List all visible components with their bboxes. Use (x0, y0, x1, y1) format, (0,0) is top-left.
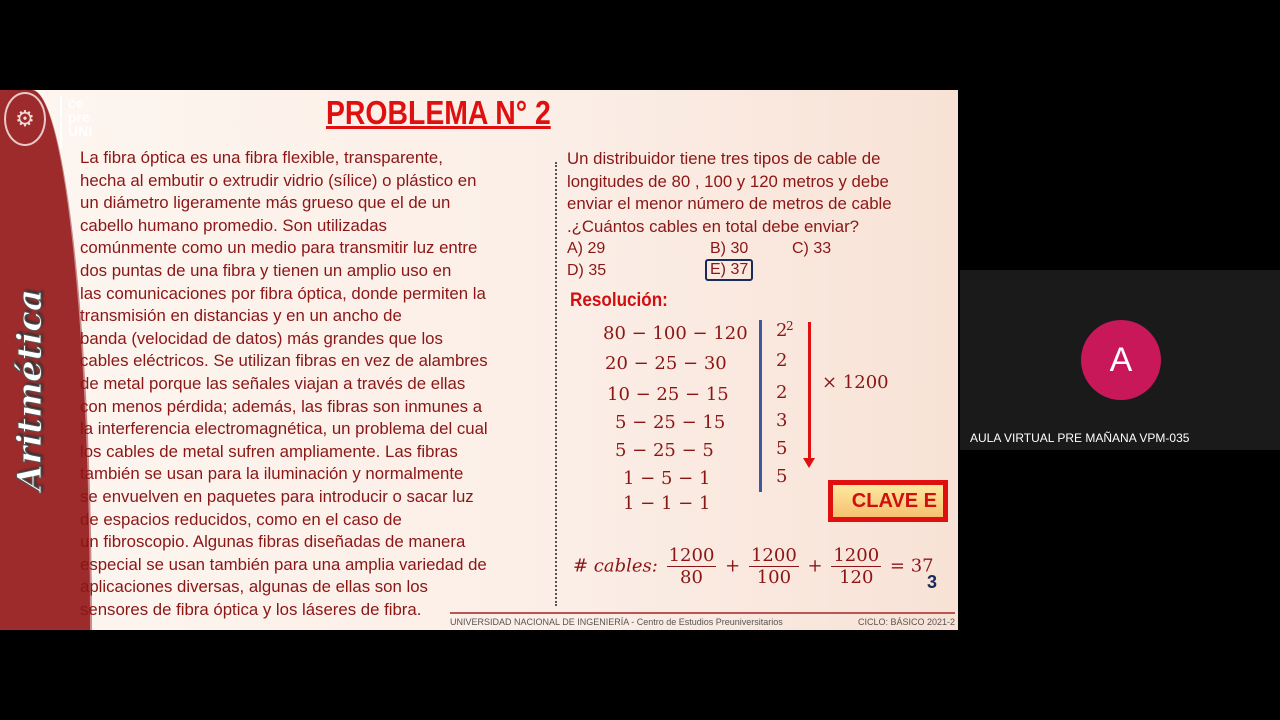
division-line (759, 320, 762, 492)
logo-text: pre (68, 109, 90, 125)
paragraph-line: cables eléctricos. Se utilizan fibras en vez de alambres (80, 351, 488, 371)
paragraph-line: transmisión en distancias y en un ancho de (80, 306, 402, 326)
paragraph-line: La fibra óptica es una fibra flexible, transparente, (80, 148, 443, 167)
prime-factor: 2 (776, 350, 788, 371)
logo-text: UNI (68, 123, 93, 139)
slide-title: PROBLEMA N° 2 (326, 94, 551, 131)
footer-institution: UNIVERSIDAD NACIONAL DE INGENIERÍA - Centro de Estudios Preuniversitarios (450, 617, 783, 627)
division-row: 80 − 100 − 120 (603, 323, 748, 344)
slide-footer (450, 612, 955, 627)
slide-sidebar (0, 90, 92, 630)
page-number: 3 (927, 572, 938, 592)
problem-question (567, 148, 892, 238)
arrowhead-icon (803, 458, 815, 468)
plus-sign: + (807, 555, 823, 577)
division-row: 10 − 25 − 15 (607, 384, 729, 405)
cepre-uni-logo (60, 96, 92, 148)
paragraph-line: también se usan para la iluminación y normalmente (80, 464, 464, 484)
paragraph-line: dos puntas de una fibra y tienen un amplio uso en (80, 260, 452, 280)
division-row: 1 − 1 − 1 (623, 493, 711, 514)
paragraph-line: un diámetro ligeramente más grueso que el de un (80, 193, 451, 213)
resolution-label: Resolución: (570, 290, 668, 311)
prime-factor: 2 (776, 320, 788, 341)
uni-seal-logo: ⚙ (4, 92, 46, 146)
column-divider (555, 162, 557, 606)
paragraph-line: banda (velocidad de datos) más grandes que los (80, 328, 443, 348)
division-row: 1 − 5 − 1 (623, 468, 711, 489)
paragraph-line: un fibroscopio. Algunas fibras diseñadas de manera (80, 532, 466, 552)
paragraph-line: los cables de metal sufren ampliamente. Las fibras (80, 441, 458, 461)
division-row: 5 − 25 − 15 (615, 412, 726, 433)
paragraph-line: sensores de fibra óptica y los láseres de fibra. (80, 599, 422, 619)
paragraph-line: las comunicaciones por fibra óptica, donde permiten la (80, 283, 486, 303)
division-row: 5 − 25 − 5 (615, 440, 714, 461)
plus-sign: + (725, 555, 741, 577)
paragraph-line: de espacios reducidos, como en el caso de (80, 509, 402, 529)
footer-cycle: CICLO: BÁSICO 2021-2 (857, 617, 955, 627)
numerator: 1200 (668, 545, 715, 566)
fraction (831, 545, 881, 588)
paragraph-line: aplicaciones diversas, algunas de ellas son los (80, 577, 428, 597)
lcm-product: × 1200 (822, 372, 889, 393)
question-line: enviar el menor número de metros de cable (567, 194, 892, 214)
answer-key-button[interactable] (828, 480, 948, 522)
denominator: 100 (756, 567, 792, 588)
prime-factor: 5 (776, 466, 788, 487)
option-b: B) 30 (710, 240, 749, 257)
option-c: C) 33 (792, 240, 832, 257)
paragraph-line: hecha al embutir o extrudir vidrio (sílice) o plástico en (80, 170, 477, 190)
answer-key-label: CLAVE E (833, 485, 943, 517)
multiply-arrow (808, 322, 811, 462)
formula-label: # cables: (573, 555, 658, 577)
numerator: 1200 (750, 545, 797, 566)
paragraph-line: comúnmente como un medio para transmitir luz entre (80, 238, 478, 258)
formula-result: = 37 (889, 555, 934, 577)
fraction (667, 545, 717, 588)
paragraph-line: la interferencia electromagnética, un problema del cual (80, 419, 488, 439)
exponent-value: 2 (786, 319, 794, 333)
cables-formula (573, 545, 934, 588)
participant-name: AULA VIRTUAL PRE MAÑANA VPM-035 (970, 431, 1190, 445)
paragraph-line: se envuelven en paquetes para introducir o sacar luz (80, 486, 474, 506)
option-e-correct: E) 37 (705, 259, 753, 281)
participant-avatar: A (1081, 320, 1161, 400)
paragraph-line: de metal porque las señales viajan a través de ellas (80, 373, 466, 393)
prime-factor: 5 (776, 438, 788, 459)
paragraph-line: cabello humano promedio. Son utilizadas (80, 215, 387, 235)
prime-factor: 2 (776, 382, 788, 403)
fiber-optic-paragraph (80, 147, 488, 621)
paragraph-line: especial se usan también para una amplia variedad de (80, 554, 487, 574)
question-line: Un distribuidor tiene tres tipos de cable de (567, 149, 881, 168)
option-d: D) 35 (567, 262, 607, 279)
participant-tile[interactable] (960, 270, 1280, 450)
subject-label: Aritmética (10, 289, 50, 491)
logo-text: ce (68, 95, 84, 111)
option-a: A) 29 (567, 240, 606, 257)
division-row: 20 − 25 − 30 (605, 353, 727, 374)
numerator: 1200 (833, 545, 880, 566)
prime-factor: 3 (776, 410, 788, 431)
presentation-slide (0, 90, 958, 630)
question-line: longitudes de 80 , 100 y 120 metros y debe (567, 171, 889, 191)
fraction (749, 545, 799, 588)
question-line: .¿Cuántos cables en total debe enviar? (567, 216, 859, 236)
denominator: 120 (839, 567, 874, 588)
paragraph-line: con menos pérdida; además, las fibras son inmunes a (80, 396, 483, 416)
denominator: 80 (680, 567, 703, 588)
